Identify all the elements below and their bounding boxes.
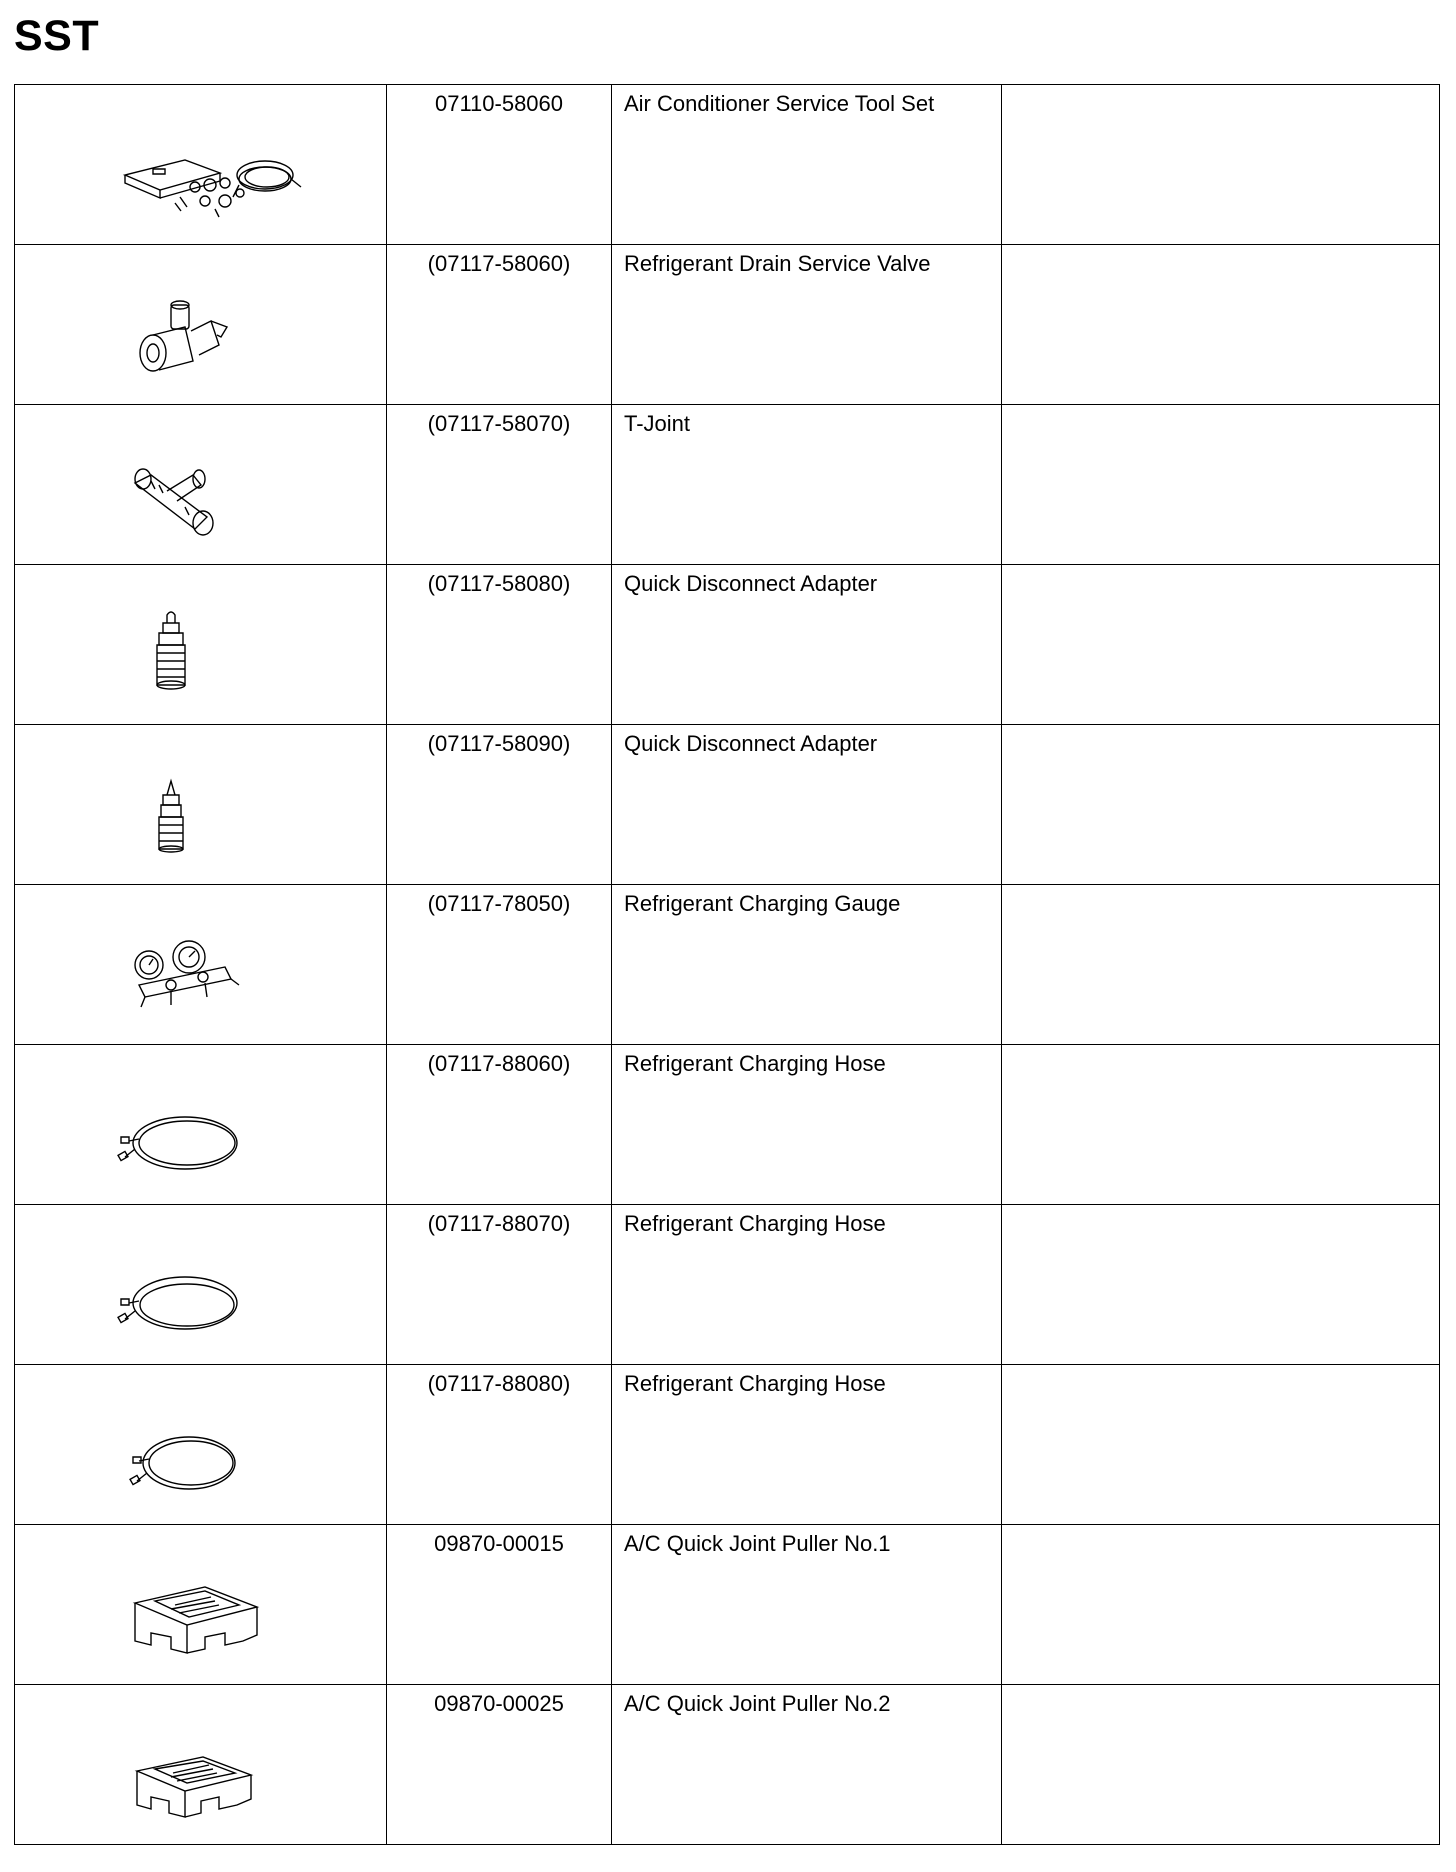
part-number: 07110-58060: [387, 85, 612, 245]
tool-image-cell: [15, 1685, 387, 1845]
blank-cell: [1002, 565, 1440, 725]
blank-cell: [1002, 725, 1440, 885]
blank-cell: [1002, 885, 1440, 1045]
page-title: SST: [14, 12, 100, 60]
part-number: (07117-58070): [387, 405, 612, 565]
t-joint-icon: [115, 425, 315, 555]
charging-hose-icon: [115, 1385, 315, 1515]
part-number: (07117-88060): [387, 1045, 612, 1205]
table-row: [15, 885, 1440, 1045]
service-tool-set-icon: [115, 105, 315, 235]
part-number: (07117-88080): [387, 1365, 612, 1525]
quick-joint-puller-icon: [115, 1705, 315, 1835]
tool-name: T-Joint: [612, 405, 1002, 565]
tool-image-cell: [15, 1205, 387, 1365]
part-number: (07117-58080): [387, 565, 612, 725]
blank-cell: [1002, 1045, 1440, 1205]
blank-cell: [1002, 85, 1440, 245]
blank-cell: [1002, 1205, 1440, 1365]
blank-cell: [1002, 405, 1440, 565]
sst-table: [14, 84, 1440, 1845]
tool-image-cell: [15, 1525, 387, 1685]
tool-image-cell: [15, 1045, 387, 1205]
tool-image-cell: [15, 565, 387, 725]
tool-name: Air Conditioner Service Tool Set: [612, 85, 1002, 245]
tool-image-cell: [15, 725, 387, 885]
part-number: (07117-78050): [387, 885, 612, 1045]
tool-name: A/C Quick Joint Puller No.2: [612, 1685, 1002, 1845]
tool-image-cell: [15, 245, 387, 405]
part-number: 09870-00015: [387, 1525, 612, 1685]
blank-cell: [1002, 1685, 1440, 1845]
tool-name: Refrigerant Charging Hose: [612, 1365, 1002, 1525]
tool-image-cell: [15, 405, 387, 565]
quick-disconnect-adapter-icon: [115, 585, 315, 715]
table-row: [15, 1685, 1440, 1845]
tool-name: Quick Disconnect Adapter: [612, 725, 1002, 885]
tool-name: Quick Disconnect Adapter: [612, 565, 1002, 725]
blank-cell: [1002, 1525, 1440, 1685]
tool-image-cell: [15, 85, 387, 245]
table-row: [15, 1045, 1440, 1205]
blank-cell: [1002, 245, 1440, 405]
part-number: (07117-58060): [387, 245, 612, 405]
table-row: [15, 1525, 1440, 1685]
table-row: [15, 725, 1440, 885]
tool-name: A/C Quick Joint Puller No.1: [612, 1525, 1002, 1685]
table-row: [15, 85, 1440, 245]
charging-hose-icon: [115, 1225, 315, 1355]
tool-image-cell: [15, 885, 387, 1045]
quick-joint-puller-icon: [115, 1545, 315, 1675]
drain-service-valve-icon: [115, 265, 315, 395]
tool-name: Refrigerant Charging Hose: [612, 1045, 1002, 1205]
table-row: [15, 1205, 1440, 1365]
tool-name: Refrigerant Charging Hose: [612, 1205, 1002, 1365]
table-row: [15, 565, 1440, 725]
quick-disconnect-adapter-small-icon: [115, 745, 315, 875]
table-row: [15, 1365, 1440, 1525]
part-number: 09870-00025: [387, 1685, 612, 1845]
tool-image-cell: [15, 1365, 387, 1525]
charging-hose-icon: [115, 1065, 315, 1195]
table-row: [15, 245, 1440, 405]
tool-name: Refrigerant Charging Gauge: [612, 885, 1002, 1045]
blank-cell: [1002, 1365, 1440, 1525]
part-number: (07117-58090): [387, 725, 612, 885]
table-row: [15, 405, 1440, 565]
tool-name: Refrigerant Drain Service Valve: [612, 245, 1002, 405]
charging-gauge-icon: [115, 905, 315, 1035]
part-number: (07117-88070): [387, 1205, 612, 1365]
